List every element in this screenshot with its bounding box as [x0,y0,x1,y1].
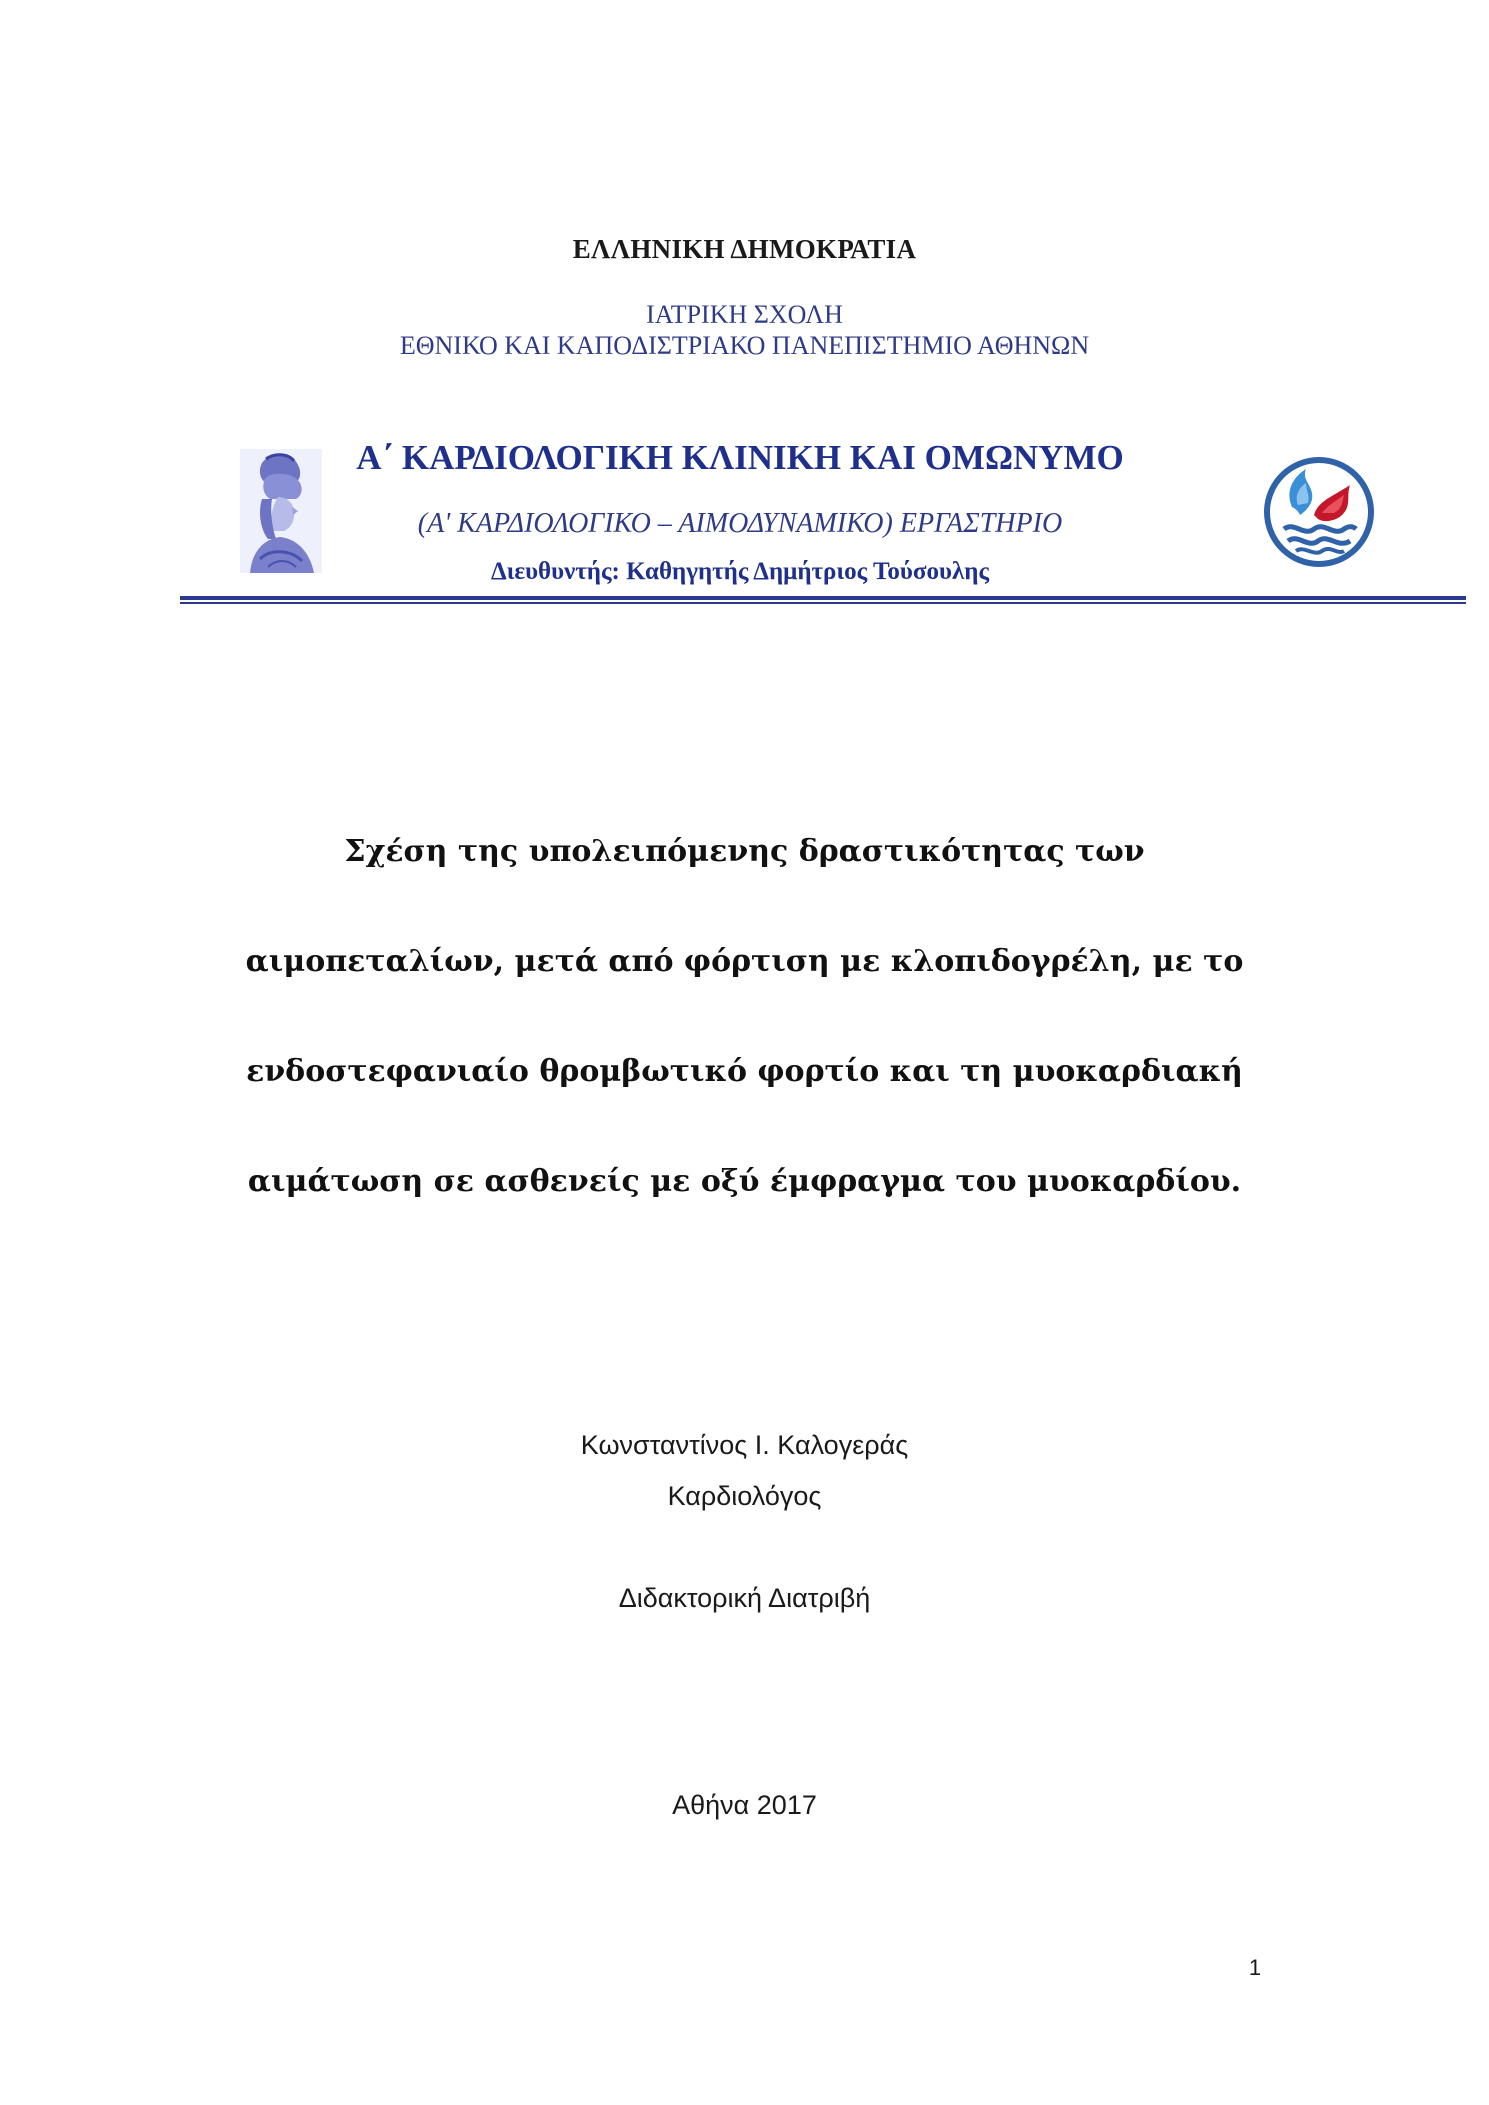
thesis-title-line-1: Σχέση της υπολειπόμενης δραστικότητας των [344,834,1145,869]
page-number: 1 [1248,1955,1262,1980]
faculty-name: ΙΑΤΡΙΚΗ ΣΧΟΛΗ [646,300,843,329]
clinic-name: Α΄ ΚΑΡΔΙΟΛΟΓΙΚΗ ΚΛΙΝΙΚΗ ΚΑΙ ΟΜΩΝΥΜΟ [356,438,1124,477]
header-rule-thick [180,596,1466,600]
author-name: Κωνσταντίνος Ι. Καλογεράς [580,1430,909,1460]
header-rule-thin [180,602,1466,604]
thesis-title-line-2: αιμοπεταλίων, μετά από φόρτιση με κλοπιδογρέλη, με το [245,944,1244,979]
director-line: Διευθυντής: Καθηγητής Δημήτριος Τούσουλης [490,558,990,585]
thesis-title-line-4: αιμάτωση σε ασθενείς με οξύ έμφραγμα του μυοκαρδίου. [247,1164,1242,1199]
author-role: Καρδιολόγος [667,1481,822,1511]
document-type: Διδακτορική Διατριβή [618,1583,871,1613]
laboratory-name: (Α' ΚΑΡΔΙΟΛΟΓΙΚΟ – ΑΙΜΟΔΥΝΑΜΙΚΟ) ΕΡΓΑΣΤΗΡΙΟ [417,508,1063,539]
university-name: ΕΘΝΙΚΟ ΚΑΙ ΚΑΠΟΔΙΣΤΡΙΑΚΟ ΠΑΝΕΠΙΣΤΗΜΙΟ ΑΘΗΝΩΝ [399,331,1090,360]
thesis-title-line-3: ενδοστεφανιαίο θρομβωτικό φορτίο και τη μυοκαρδιακή [246,1054,1243,1089]
place-year: Αθήνα 2017 [672,1790,817,1820]
country-heading: ΕΛΛΗΝΙΚΗ ΔΗΜΟΚΡΑΤΙΑ [572,234,917,264]
flame-and-waves-icon [1262,449,1376,575]
